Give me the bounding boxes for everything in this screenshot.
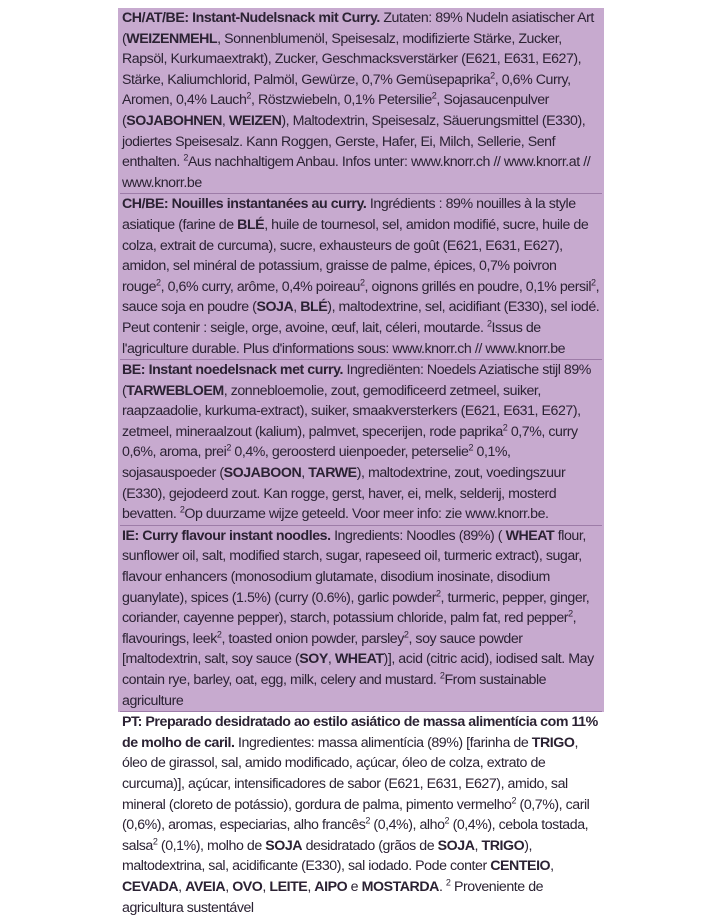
ingredient-text: Ingrediënten: Noedels Aziatische stijl 89% ( [122, 362, 591, 399]
footnote-marker: 2 [431, 90, 437, 101]
allergen-text: TRIGO [481, 837, 525, 854]
footnote-marker: 2 [152, 836, 158, 847]
ingredients-label-panel [118, 8, 604, 916]
section-heading: PT: Preparado desidratado ao estilo asiático de massa alimentícia com 11% de molho de caril. [122, 714, 598, 751]
ingredients-section [118, 526, 604, 711]
ingredient-text: (0,1%), molho de [157, 837, 266, 854]
ingredient-text: Proveniente de agricultura sustentável [122, 878, 544, 916]
ingredient-text: , 0,6% Curry, Aromen, 0,4% Lauch [122, 71, 571, 109]
ingredient-text: , [474, 837, 482, 854]
allergen-text: SOJABOON [223, 465, 302, 482]
ingredient-text: (0,4%), cebola tostada, salsa [122, 817, 589, 854]
ingredients-section [118, 712, 604, 918]
ingredient-text: (0,7%), caril (0,6%), aromas, especiarias, alho francês [122, 796, 590, 834]
footnote-marker: 2 [511, 794, 517, 805]
ingredient-text: , Sojasaucenpulver ( [122, 92, 549, 129]
ingredients-section [118, 8, 604, 193]
allergen-text: WHEAT [334, 651, 384, 668]
ingredient-text: , sauce soja en poudre ( [122, 278, 600, 316]
allergen-text: OVO [232, 878, 263, 895]
ingredient-text: , Sonnenblumenöl, Speisesalz, modifizierte Stärke, Zucker, Rapsöl, Kurkumaextrakt), Zucker, Geschmacksverstärker (E621, E631, E627), Stärke, Kaliumchlorid, Palmöl, Gewürze, 0,7% Gemüsepaprika [122, 30, 582, 88]
ingredient-text: Aus nachhaltigem Anbau. Infos unter: www.knorr.ch // www.knorr.at // www.knorr.be [122, 154, 591, 191]
section-heading: IE: Curry flavour instant noodles. [122, 527, 331, 544]
footnote-marker: 2 [439, 670, 445, 681]
footnote-marker: 2 [486, 318, 492, 329]
ingredient-text: ), maltodextrine, sel, acidifiant (E330), sel iodé. Peut contenir : seigle, orge, avoine, œuf, lait, céleri, moutarde. [122, 299, 600, 336]
allergen-text: TARWE [308, 465, 357, 482]
ingredient-text: , turmeric, pepper, ginger, coriander, cayenne pepper), starch, potassium chloride, palm fat, red pepper [122, 589, 590, 627]
ingredient-text: (0,4%), alho [369, 817, 445, 834]
ingredient-text: , toasted onion powder, parsley [221, 630, 404, 647]
allergen-text: SOJABOHNEN [126, 112, 222, 129]
allergen-text: AVEIA [185, 878, 226, 895]
ingredient-text: Zutaten: 89% Nudeln asiatischer Art ( [122, 10, 594, 47]
footnote-marker: 2 [490, 70, 495, 81]
section-heading: CH/AT/BE: Instant-Nudelsnack mit Curry. [122, 10, 380, 26]
ingredient-text: Ingredientes: massa alimentícia (89%) [farinha de [234, 734, 532, 751]
ingredient-text: , [301, 465, 309, 482]
allergen-text: SOJA [256, 299, 294, 316]
ingredient-text: flour, sunflower oil, salt, modified starch, sugar, rapeseed oil, turmeric extract), sugar, flavour enhancers (monosodium glutamate, disodium inosinate, disodium guanylate), spices (1.5%) (curry (0.6%), garlic powder [122, 527, 586, 606]
ingredients-section [118, 194, 604, 359]
ingredient-text: , flavourings, leek [122, 610, 577, 647]
footnote-marker: 2 [403, 629, 409, 640]
ingredient-text: Issus de l'agriculture durable. Plus d'informations sous: www.knorr.ch // www.knorr.be [122, 319, 566, 357]
allergen-text: CEVADA [122, 878, 179, 895]
ingredient-text: , Röstzwiebeln, 0,1% Petersilie [250, 92, 432, 109]
allergen-text: WEIZENMEHL [126, 30, 218, 47]
ingredient-text: , [293, 299, 301, 316]
ingredient-text: Ingrédients : 89% nouilles à la style asiatique (farine de [122, 196, 576, 233]
allergen-text: WEIZEN [228, 112, 282, 129]
ingredient-text: ), maltodextrina, sal, acidificante (E330), sal iodado. Pode conter [122, 837, 532, 875]
footnote-marker: 2 [246, 90, 251, 101]
footnote-marker: 2 [179, 504, 185, 515]
ingredient-text: , [225, 878, 233, 895]
ingredient-text: From sustainable agriculture [122, 672, 547, 709]
footnote-marker: 2 [568, 608, 573, 619]
allergen-text: LEITE [269, 878, 308, 895]
ingredient-text: )], acid (citric acid), iodised salt. May contain rye, barley, oat, egg, milk, celery and mustard. [122, 651, 594, 688]
footnote-marker: 2 [468, 442, 474, 453]
footnote-marker: 2 [502, 422, 508, 433]
ingredient-text: 0,7%, curry 0,6%, aroma, prei [122, 423, 578, 461]
ingredient-text: desidratado (grãos de [302, 837, 438, 854]
ingredient-text: Op duurzame wijze geteeld. Voor meer info: zie www.knorr.be. [184, 506, 549, 523]
ingredient-text: , soy sauce powder [maltodextrin, salt, soy sauce ( [122, 630, 523, 668]
footnote-marker: 2 [183, 152, 188, 163]
allergen-text: TRIGO [531, 734, 575, 751]
footnote-marker: 2 [359, 276, 365, 287]
allergen-text: MOSTARDA [361, 878, 439, 895]
footnote-marker: 2 [591, 276, 596, 287]
ingredient-text: . [438, 878, 446, 895]
footnote-marker: 2 [435, 587, 441, 598]
ingredient-text: , [550, 858, 554, 875]
ingredient-text: , zonnebloemolie, zout, gemodificeerd zetmeel, suiker, raapzaadolie, kurkuma-extract), suiker, smaakversterkers (E621, E631, E627), zetmeel, mineraalzout (kalium), palmvet, specerijen, rode paprika [122, 382, 581, 440]
ingredient-text: , [307, 878, 315, 895]
allergen-text: WHEAT [505, 527, 555, 544]
ingredient-text: , [178, 878, 186, 895]
ingredient-text: , 0,6% curry, arôme, 0,4% poireau [160, 278, 360, 295]
allergen-text: BLÉ [237, 216, 265, 233]
section-heading: CH/BE: Nouilles instantanées au curry. [122, 196, 367, 213]
ingredient-text: ), maltodextrine, zout, voedingszuur (E330), gejodeerd zout. Kan rogge, gerst, haver, ei, melk, selderij, mosterd bevatten. [122, 465, 566, 523]
footnote-marker: 2 [365, 815, 370, 826]
footnote-marker: 2 [216, 629, 222, 640]
footnote-marker: 2 [226, 442, 231, 453]
ingredients-section [118, 360, 604, 525]
ingredient-text: e [347, 878, 362, 895]
section-heading: BE: Instant noedelsnack met curry. [122, 362, 343, 379]
footnote-marker: 2 [156, 276, 161, 287]
ingredient-text: , oignons grillés en poudre, 0,1% persil [364, 278, 592, 295]
ingredient-text: ), Maltodextrin, Speisesalz, Säuerungsmittel (E330), jodiertes Speisesalz. Kann Roggen, Gerste, Hafer, Ei, Milch, Sellerie, Senf enthalten. [122, 112, 586, 171]
ingredient-text: 0,1%, sojasauspoeder ( [122, 444, 511, 482]
footnote-marker: 2 [445, 877, 451, 888]
ingredient-text: , [221, 112, 229, 129]
ingredient-text: , huile de tournesol, sel, amidon modifié, sucre, huile de colza, extrait de curcuma), sucre, exhausteurs de goût (E621, E631, E627), amidon, sel minéral de potassium, graisse de palme, épices, 0,7% poivron rouge [122, 216, 589, 295]
ingredient-text: Ingredients: Noodles (89%) ( [330, 527, 506, 544]
allergen-text: SOJA [437, 837, 475, 854]
ingredient-text: , óleo de girassol, sal, amido modificado, açúcar, óleo de colza, extrato de curcuma)], açúcar, intensificadores de sabor (E621, E631, E627), amido, sal mineral (cloreto de potássio), gordura de palma, pimento vermelho [122, 734, 578, 813]
allergen-text: BLÉ [300, 299, 328, 316]
ingredient-text: , [262, 878, 270, 895]
footnote-marker: 2 [444, 815, 450, 826]
allergen-text: TARWEBLOEM [126, 382, 224, 399]
ingredient-text: , [327, 651, 335, 668]
ingredient-text: 0,4%, geroosterd uienpoeder, peterselie [230, 444, 469, 461]
allergen-text: SOJA [265, 837, 303, 854]
allergen-text: SOY [299, 651, 328, 668]
allergen-text: AIPO [314, 878, 348, 895]
allergen-text: CENTEIO [490, 858, 551, 875]
